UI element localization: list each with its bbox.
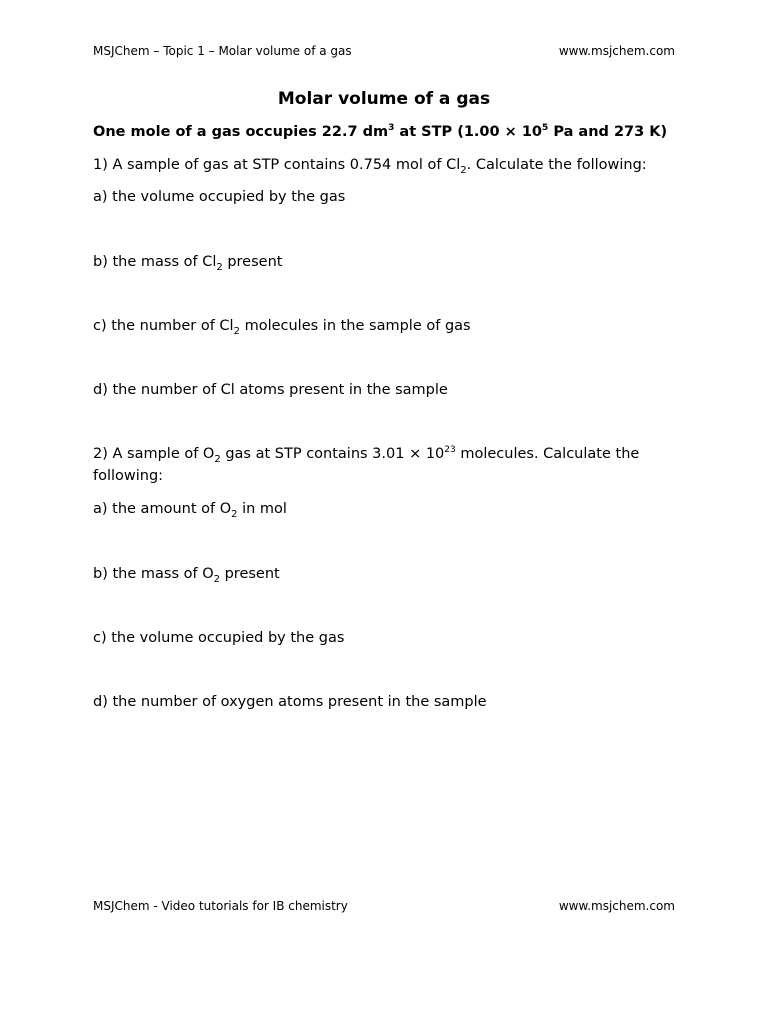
question-1-part-d: d) the number of Cl atoms present in the sample (93, 382, 448, 398)
footer-tagline: MSJChem - Video tutorials for IB chemistry (93, 899, 348, 913)
page-header (93, 44, 675, 58)
question-1-part-b: b) the mass of $Cl_2$ present (93, 254, 283, 273)
intro-statement: One mole of a gas occupies 22.7 $dm^3$ at STP ($1.00 \times 10^5$ Pa and 273 K) (93, 123, 668, 140)
question-2-part-d: d) the number of oxygen atoms present in the sample (93, 694, 487, 710)
question-1-stem: 1) A sample of gas at STP contains 0.754 mol of $Cl_2$. Calculate the following: (93, 157, 647, 176)
page-footer (93, 899, 675, 913)
page-title: Molar volume of a gas (277, 89, 491, 109)
question-2-stem-continued: following: (93, 468, 164, 484)
question-2-part-b: b) the mass of $O_2$ present (93, 566, 280, 585)
header-topic: MSJChem – Topic 1 – Molar volume of a gas (93, 44, 352, 58)
question-2-part-c: c) the volume occupied by the gas (93, 630, 345, 646)
question-1-part-a: a) the volume occupied by the gas (93, 189, 346, 205)
question-1-part-c: c) the number of $Cl_2$ molecules in the sample of gas (93, 318, 471, 337)
question-2-stem: 2) A sample of $O_2$ gas at STP contains $3.01 \times 10^{23}$ molecules. Calculate the (93, 445, 640, 465)
header-website: www.msjchem.com (558, 44, 675, 58)
footer-website: www.msjchem.com (558, 899, 675, 913)
question-2-part-a: a) the amount of $O_2$ in mol (93, 501, 287, 520)
